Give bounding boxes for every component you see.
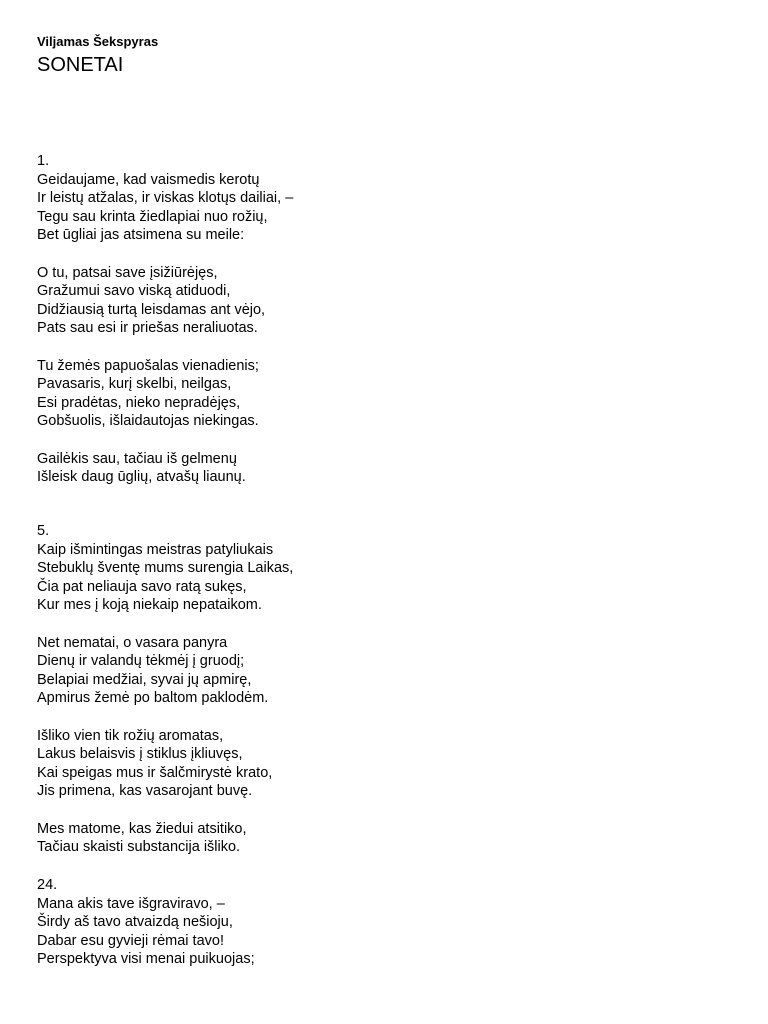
verse-line: Mana akis tave išgraviravo, – xyxy=(37,895,225,912)
sonnet-24 xyxy=(37,876,255,969)
verse-line: Čia pat neliauja savo ratą sukęs, xyxy=(37,578,247,595)
stanza xyxy=(37,541,293,615)
sonnet-5 xyxy=(37,522,293,857)
document-title: SONETAI xyxy=(37,54,124,76)
sonnet-number: 5. xyxy=(37,523,50,539)
stanza xyxy=(37,634,293,708)
stanza xyxy=(37,357,293,431)
verse-line: Kur mes į koją niekaip nepataikom. xyxy=(37,597,262,614)
verse-line: Tegu sau krinta žiedlapiai nuo rožių, xyxy=(37,208,268,225)
verse-line: Kaip išmintingas meistras patyliukais xyxy=(37,541,274,558)
stanza xyxy=(37,450,293,487)
verse-line: Stebuklų šventę mums surengia Laikas, xyxy=(37,560,294,577)
verse-line: Belapiai medžiai, syvai jų apmirę, xyxy=(37,671,252,688)
verse-line: Širdy aš tavo atvaizdą nešioju, xyxy=(37,914,233,931)
verse-line: Pavasaris, kurį skelbi, neilgas, xyxy=(37,376,232,393)
sonnet-number: 24. xyxy=(37,877,58,893)
verse-line: Apmirus žemė po baltom paklodėm. xyxy=(37,690,269,707)
verse-line: Perspektyva visi menai puikuojas; xyxy=(37,951,255,968)
verse-line: O tu, patsai save įsižiūrėjęs, xyxy=(37,264,218,281)
verse-line: Bet ūgliai jas atsimena su meile: xyxy=(37,227,245,244)
verse-line: Dabar esu gyvieji rėmai tavo! xyxy=(37,932,224,949)
verse-line: Tu žemės papuošalas vienadienis; xyxy=(37,357,259,374)
author-name: Viljamas Šekspyras xyxy=(37,34,159,49)
stanza xyxy=(37,895,255,969)
sonnet-number: 1. xyxy=(37,153,50,169)
verse-line: Lakus belaisvis į stiklus įkliuvęs, xyxy=(37,746,243,763)
stanza xyxy=(37,820,293,857)
verse-line: Išleisk daug ūglių, atvašų liaunų. xyxy=(37,469,246,486)
stanza xyxy=(37,171,293,245)
verse-line: Pats sau esi ir priešas neraliuotas. xyxy=(37,320,258,337)
verse-line: Gailėkis sau, tačiau iš gelmenų xyxy=(37,450,237,467)
verse-line: Dienų ir valandų tėkmėj į gruodį; xyxy=(37,653,245,670)
verse-line: Jis primena, kas vasarojant buvę. xyxy=(37,783,253,800)
sonnet-1 xyxy=(37,152,293,487)
verse-line: Tačiau skaisti substancija išliko. xyxy=(37,839,241,856)
verse-line: Didžiausią turtą leisdamas ant vėjo, xyxy=(37,301,266,318)
verse-line: Esi pradėtas, nieko nepradėjęs, xyxy=(37,394,241,411)
stanza xyxy=(37,727,293,801)
verse-line: Gobšuolis, išlaidautojas niekingas. xyxy=(37,413,259,430)
verse-line: Kai speigas mus ir šalčmirystė krato, xyxy=(37,764,273,781)
document-page xyxy=(37,33,737,968)
verse-line: Gražumui savo viską atiduodi, xyxy=(37,283,231,300)
verse-line: Net nematai, o vasara panyra xyxy=(37,634,228,651)
stanza xyxy=(37,264,293,338)
verse-line: Ir leistų atžalas, ir viskas klotųs dailiai, – xyxy=(37,190,294,207)
verse-line: Išliko vien tik rožių aromatas, xyxy=(37,727,224,744)
verse-line: Mes matome, kas žiedui atsitiko, xyxy=(37,820,247,837)
verse-line: Geidaujame, kad vaismedis kerotų xyxy=(37,171,260,188)
